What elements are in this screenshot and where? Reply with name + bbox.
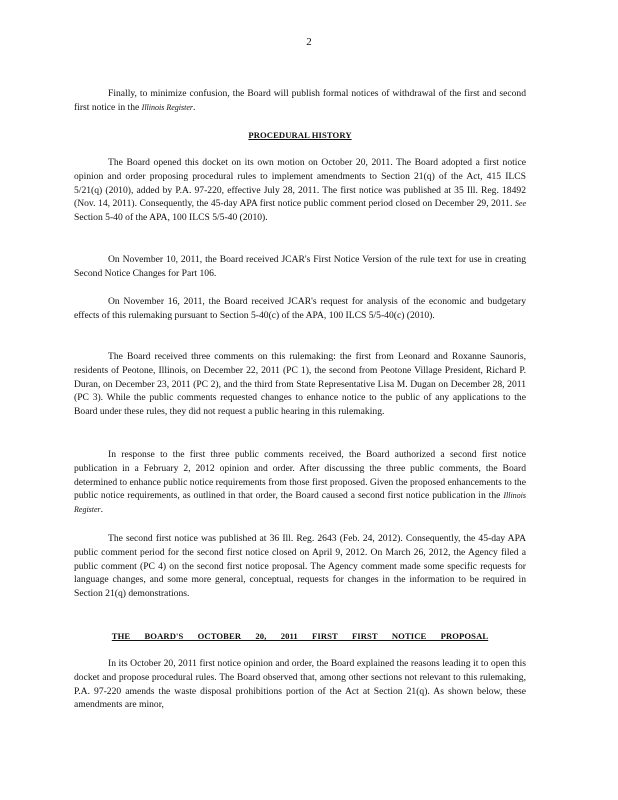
paragraph-text-end: . (100, 504, 104, 516)
paragraph-public-comments (74, 350, 526, 419)
paragraph-text: The Board opened this docket on its own motion on October 20, 2011. The Board adopted a first notice opinion and order proposing procedural rules to implement amendments to Section 21(q) of the Act, 415 ILCS 5/21(q) (2010), added by P.A. 97-220, effective July 28, 2011. The first notice was published at 35 Ill. Reg. 18492 (Nov. 14, 2011). Consequently, the 45-day APA first notice public comment period closed on December 29, 2011. (74, 157, 526, 210)
paragraph-docket-opened (74, 156, 526, 225)
paragraph-text: Finally, to minimize confusion, the Board will publish formal notices of withdrawal of the first and second first notice in the (74, 88, 526, 113)
paragraph-text: The Board received three comments on this rulemaking: the first from Leonard and Roxanne Saunoris, residents of Peotone, Illinois, on December 22, 2011 (PC 1), the second from Peotone Village President, Richard P. Duran, on December 23, 2011 (PC 2), and the third from State Representative Lisa M. Dugan on December 28, 2011 (PC 3). While the public comments requested changes to enhance notice to the public of any applications to the Board under these rules, they did not request a public hearing in this rulemaking. (74, 351, 526, 418)
paragraph-withdrawal-notice (74, 87, 526, 115)
paragraph-second-first-notice-authorized (74, 448, 526, 517)
paragraph-text: The second first notice was published at 36 Ill. Reg. 2643 (Feb. 24, 2012). Consequently, the 45-day APA public comment period for the second first notice closed on April 9, 2012. On March 26, 2012, the Agency filed a public comment (PC 4) on the second first notice proposal. The Agency comment made some specific requests for language changes, and some more general, conceptual, requests for changes in the information to be required in Section 21(q) demonstrations. (74, 533, 526, 600)
paragraph-text-end: Section 5-40 of the APA, 100 ILCS 5/5-40 (2010). (74, 212, 268, 224)
paragraph-text: On November 16, 2011, the Board received JCAR's request for analysis of the economic and budgetary effects of this rulemaking pursuant to Section 5-40(c) of the APA, 100 ILCS 5/5-40(c) (2010). (74, 296, 526, 321)
paragraph-italic: Illinois Register (74, 491, 526, 515)
paragraph-october-opinion (74, 657, 526, 712)
paragraph-text: On November 10, 2011, the Board received JCAR's First Notice Version of the rule text for use in creating Second Notice Changes for Part 106. (74, 254, 526, 279)
paragraph-jcar-analysis-request (74, 295, 526, 323)
section-heading-procedural-history: PROCEDURAL HISTORY (248, 130, 352, 140)
paragraph-text: In response to the first three public comments received, the Board authorized a second first notice publication in a February 2, 2012 opinion and order. After discussing the three public comments, the Board determined to enhance public notice requirements from those first proposed. Given the proposed enhancements to the public notice requirements, as outlined in that order, the Board caused a second first notice publication in the (74, 449, 526, 502)
paragraph-text: In its October 20, 2011 first notice opinion and order, the Board explained the reasons leading it to open this docket and propose procedural rules. The Board observed that, among other sections not relevant to this rulemaking, P.A. 97-220 amends the waste disposal prohibitions portion of the Act at Section 21(q). As shown below, these amendments are minor, (74, 658, 526, 711)
paragraph-italic: See (514, 199, 526, 209)
paragraph-second-first-notice-published (74, 532, 526, 601)
paragraph-italic: Illinois Register (141, 102, 193, 112)
page-number: 2 (306, 36, 312, 48)
paragraph-jcar-first-notice (74, 253, 526, 281)
section-heading-first-notice-proposal: THE BOARD'S OCTOBER 20, 2011 FIRST FIRST NOTICE PROPOSAL (111, 631, 489, 641)
paragraph-text-end: . (193, 101, 196, 113)
